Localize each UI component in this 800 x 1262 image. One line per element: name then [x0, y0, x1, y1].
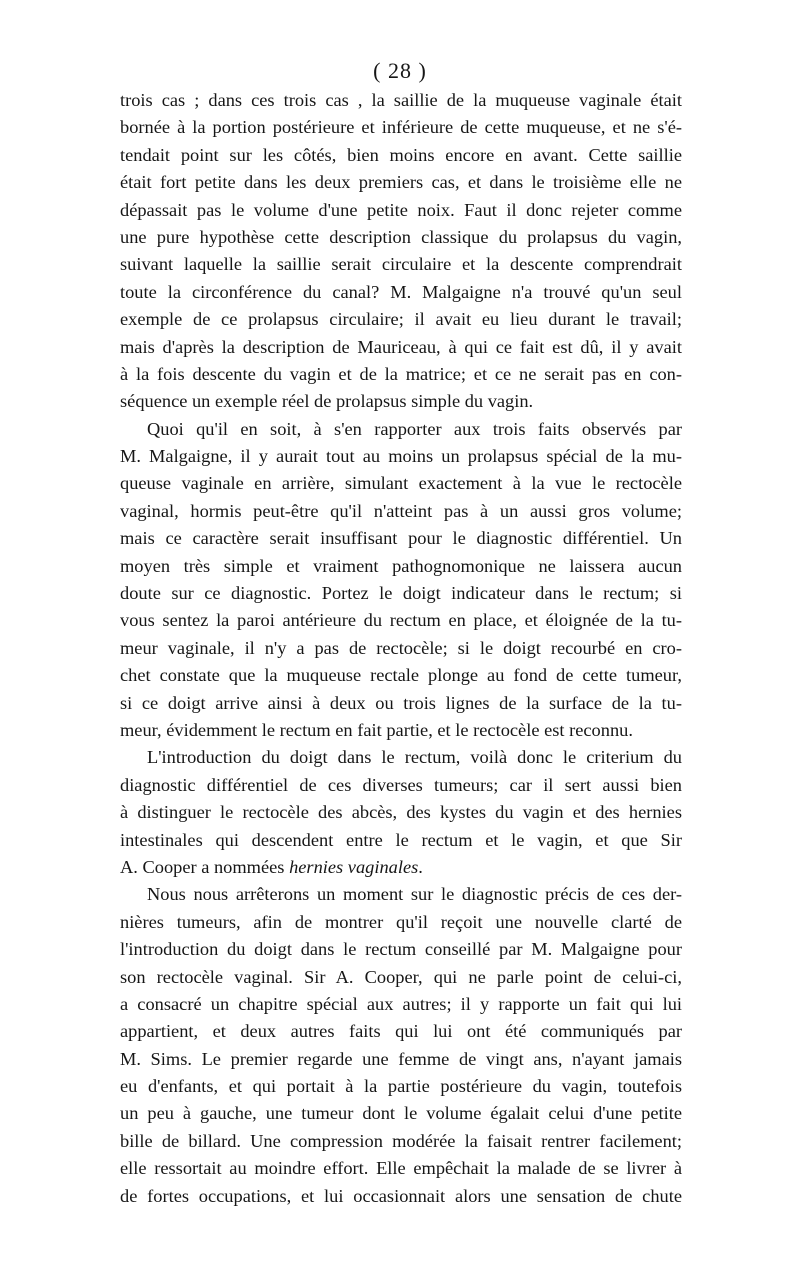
- text-line: appartient, et deux autres faits qui lui ont été communiqués par: [120, 1021, 682, 1042]
- text-line: nières tumeurs, afin de montrer qu'il reçoit une nouvelle clarté de: [120, 911, 682, 932]
- body-text: [120, 87, 682, 1210]
- text-line: à distinguer le rectocèle des abcès, des kystes du vagin et des hernies: [120, 802, 682, 823]
- text-line: bille de billard. Une compression modérée la faisait rentrer facilement;: [120, 1130, 682, 1151]
- paragraph-start-line: L'introduction du doigt dans le rectum, voilà donc le criterium du: [147, 747, 682, 768]
- text-line: intestinales qui descendent entre le rectum et le vagin, et que Sir: [120, 829, 682, 850]
- text-line: bornée à la portion postérieure et inférieure de cette muqueuse, et ne s'é-: [120, 117, 682, 138]
- paragraph-end-line: séquence un exemple réel de prolapsus simple du vagin.: [120, 391, 534, 412]
- text-line: était fort petite dans les deux premiers cas, et dans le troisième elle ne: [120, 172, 682, 193]
- text-line: mais d'après la description de Mauriceau, à qui ce fait est dû, il y avait: [120, 336, 682, 357]
- text-line: chet constate que la muqueuse rectale plonge au fond de cette tumeur,: [120, 665, 682, 686]
- text-line: trois cas ; dans ces trois cas , la saillie de la muqueuse vaginale était: [120, 90, 682, 110]
- text-line: meur vaginale, il n'y a pas de rectocèle; si le doigt recourbé en cro-: [120, 637, 682, 658]
- page-number: ( 28 ): [373, 58, 427, 83]
- paragraph-end-line: meur, évidemment le rectum en fait partie, et le rectocèle est reconnu.: [120, 719, 633, 740]
- text-line: mais ce caractère serait insuffisant pour le diagnostic différentiel. Un: [120, 528, 682, 549]
- text-line: un peu à gauche, une tumeur dont le volume égalait celui d'une petite: [120, 1103, 682, 1124]
- text-line: si ce doigt arrive ainsi à deux ou trois lignes de la surface de la tu-: [120, 692, 682, 713]
- text-line: toute la circonférence du canal? M. Malgaigne n'a trouvé qu'un seul: [120, 281, 682, 302]
- text-line: queuse vaginale en arrière, simulant exactement à la vue le rectocèle: [120, 473, 682, 494]
- text-line: vous sentez la paroi antérieure du rectum en place, et éloignée de la tu-: [120, 610, 682, 631]
- text-line: son rectocèle vaginal. Sir A. Cooper, qui ne parle point de celui-ci,: [120, 966, 682, 987]
- text-line: M. Malgaigne, il y aurait tout au moins un prolapsus spécial de la mu-: [120, 446, 682, 467]
- italic-term: hernies vaginales: [289, 856, 419, 877]
- period: .: [418, 856, 423, 877]
- text-line: elle ressortait au moindre effort. Elle empêchait la malade de se livrer à: [120, 1158, 682, 1179]
- paragraph-start-line: Quoi qu'il en soit, à s'en rapporter aux trois faits observés par: [147, 418, 682, 439]
- text-line: une pure hypothèse cette description classique du prolapsus du vagin,: [120, 226, 682, 247]
- text-line: tendait point sur les côtés, bien moins encore en avant. Cette saillie: [120, 144, 682, 165]
- text-line: eu d'enfants, et qui portait à la partie postérieure du vagin, toutefois: [120, 1076, 682, 1097]
- text-line: à la fois descente du vagin et de la matrice; et ce ne serait pas en con-: [120, 363, 682, 384]
- text-line: a consacré un chapitre spécial aux autres; il y rapporte un fait qui lui: [120, 993, 682, 1014]
- text-line: suivant laquelle la saillie serait circulaire et la descente comprendrait: [120, 254, 682, 275]
- text-line: exemple de ce prolapsus circulaire; il avait eu lieu durant le travail;: [120, 309, 682, 330]
- text-line: de fortes occupations, et lui occasionnait alors une sensation de chute: [120, 1185, 682, 1206]
- text-line: l'introduction du doigt dans le rectum conseillé par M. Malgaigne pour: [120, 939, 682, 960]
- text-line: vaginal, hormis peut-être qu'il n'atteint pas à un aussi gros volume;: [120, 500, 682, 521]
- text-line: moyen très simple et vraiment pathognomonique ne laissera aucun: [120, 555, 682, 576]
- paragraph-start-line: Nous nous arrêterons un moment sur le diagnostic précis de ces der-: [147, 884, 682, 905]
- text-line: dépassait pas le volume d'une petite noix. Faut il donc rejeter comme: [120, 199, 682, 220]
- text-line: doute sur ce diagnostic. Portez le doigt indicateur dans le rectum; si: [120, 583, 682, 604]
- paragraph-end-line: [120, 854, 682, 881]
- text-line: diagnostic différentiel de ces diverses tumeurs; car il sert aussi bien: [120, 774, 682, 795]
- line-text: A. Cooper a nommées: [120, 856, 290, 877]
- text-line: M. Sims. Le premier regarde une femme de vingt ans, n'ayant jamais: [120, 1048, 682, 1069]
